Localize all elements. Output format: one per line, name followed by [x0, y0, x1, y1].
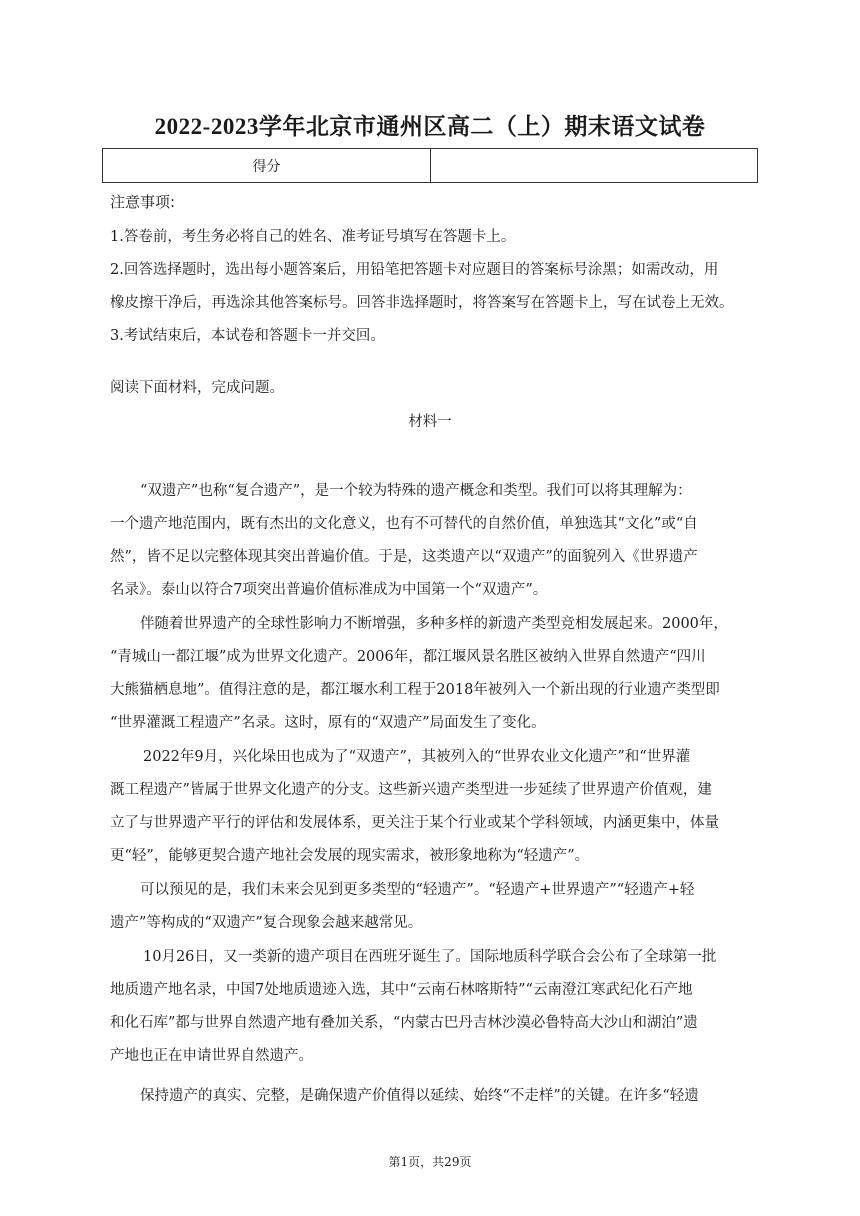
body-line-13: 可以预见的是，我们未来会见到更多类型的“轻遗产”。“轻遗产+世界遗产”“轻遗产+轻	[140, 882, 695, 898]
body-line-4: 名录》。泰山以符合7项突出普遍价值标准成为中国第一个“双遗产”。	[110, 582, 548, 598]
body-line-7: 大熊猫栖息地”。值得注意的是，都江堰水利工程于2018年被列入一个新出现的行业遗产类型即	[110, 682, 720, 698]
page-title: 2022-2023学年北京市通州区高二（上）期末语文试卷	[154, 114, 706, 139]
body-line-9: 2022年9月，兴化垛田也成为了“双遗产”，其被列入的“世界农业文化遗产”和“世界灌	[143, 749, 691, 765]
body-line-10: 溉工程遗产”皆属于世界文化遗产的分支。这些新兴遗产类型进一步延续了世界遗产价值观，建	[110, 782, 712, 798]
body-line-19: 保持遗产的真实、完整，是确保遗产价值得以延续、始终“不走样”的关键。在许多“轻遗	[140, 1088, 699, 1104]
score-table	[102, 148, 758, 183]
notice-heading: 注意事项:	[110, 193, 176, 211]
notice-line-4: 3.考试结束后，本试卷和答题卡一并交回。	[110, 328, 385, 344]
body-line-3: 然”，皆不足以完整体现其突出普遍价值。于是，这类遗产以“双遗产”的面貌列入《世界遗产	[110, 549, 698, 565]
body-line-1: “双遗产”也称“复合遗产”，是一个较为特殊的遗产概念和类型。我们可以将其理解为：	[140, 483, 692, 499]
body-line-2: 一个遗产地范围内，既有杰出的文化意义，也有不可替代的自然价值，单独选其“文化”或“自	[110, 516, 698, 532]
notice-line-1: 1.答卷前，考生务必将自己的姓名、准考证号填写在答题卡上。	[110, 229, 516, 245]
body-line-14: 遗产”等构成的“双遗产”复合现象会越来越常见。	[110, 915, 423, 931]
score-label: 得分	[103, 149, 431, 183]
body-line-16: 地质遗产地名录，中国7处地质遗迹入选，其中“云南石林喀斯特”“云南澄江寒武纪化石产地	[110, 982, 693, 998]
body-line-12: 更“轻”，能够更契合遗产地社会发展的现实需求，被形象地称为“轻遗产”。	[110, 848, 590, 864]
body-line-15: 10月26日，又一类新的遗产项目在西班牙诞生了。国际地质科学联合会公布了全球第一批	[143, 949, 717, 965]
body-line-11: 立了与世界遗产平行的评估和发展体系，更关注于某个行业或某个学科领域，内涵更集中，体量	[110, 815, 719, 831]
body-line-8: “世界灌溉工程遗产”名录。这时，原有的“双遗产”局面发生了变化。	[110, 715, 546, 731]
material-title: 材料一	[408, 414, 452, 430]
body-line-18: 产地也正在申请世界自然遗产。	[110, 1048, 313, 1064]
body-line-6: “青城山一都江堰”成为世界文化遗产。2006年，都江堰风景名胜区被纳入世界自然遗产“四川	[110, 649, 706, 665]
instruction-text: 阅读下面材料，完成问题。	[110, 380, 284, 396]
score-value-cell[interactable]	[431, 149, 758, 183]
notice-line-2: 2.回答选择题时，选出每小题答案后，用铅笔把答题卡对应题目的答案标号涂黑；如需改动，用	[110, 262, 719, 278]
body-line-17: 和化石库”都与世界自然遗产地有叠加关系，“内蒙古巴丹吉林沙漠必鲁特高大沙山和湖泊”遗	[110, 1015, 698, 1031]
body-line-5: 伴随着世界遗产的全球性影响力不断增强，多种多样的新遗产类型竞相发展起来。2000年，	[140, 616, 728, 632]
page-footer: 第1页，共29页	[388, 1155, 472, 1169]
notice-line-3: 橡皮擦干净后，再选涂其他答案标号。回答非选择题时，将答案写在答题卡上，写在试卷上无效。	[110, 295, 734, 311]
